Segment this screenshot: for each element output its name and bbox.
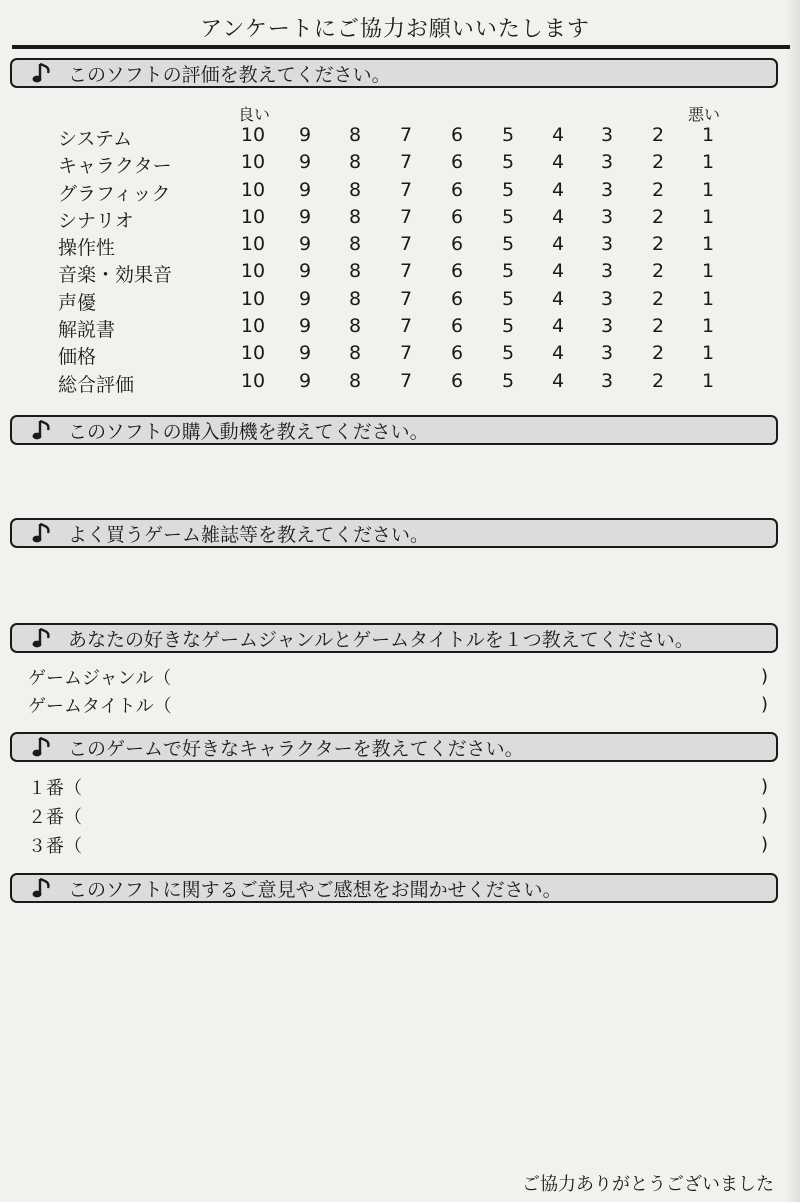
- rating-score-option[interactable]: 9: [298, 342, 312, 365]
- rating-score-option[interactable]: 4: [551, 124, 565, 146]
- rating-score-option[interactable]: 6: [450, 151, 464, 174]
- rating-score-option[interactable]: 6: [450, 287, 464, 310]
- rating-score-option[interactable]: 5: [501, 260, 515, 283]
- rating-score-option[interactable]: 8: [348, 233, 362, 256]
- rating-score-option[interactable]: 1: [701, 205, 715, 228]
- rating-score-option[interactable]: 3: [600, 260, 614, 283]
- rating-score-option[interactable]: 8: [348, 315, 362, 338]
- rating-item-label: 価格: [58, 346, 97, 369]
- section-header-favorite: [10, 623, 778, 653]
- rating-score-option[interactable]: 3: [600, 287, 614, 310]
- rating-score-option[interactable]: 1: [701, 178, 715, 201]
- rating-score-option[interactable]: 10: [240, 315, 266, 338]
- rating-score-option[interactable]: 9: [298, 287, 312, 310]
- rating-score-option[interactable]: 2: [651, 369, 665, 392]
- section-title: このゲームで好きなキャラクターを教えてください。: [68, 737, 524, 760]
- rating-score-option[interactable]: 3: [600, 178, 614, 201]
- rating-score-option[interactable]: 10: [240, 178, 266, 201]
- rating-score-option[interactable]: 4: [551, 342, 565, 365]
- rating-score-option[interactable]: 9: [298, 315, 312, 338]
- rating-score-option[interactable]: 5: [501, 315, 515, 338]
- rating-score-option[interactable]: 3: [600, 233, 614, 256]
- rating-score-option[interactable]: 9: [298, 178, 312, 201]
- rating-row: [0, 202, 800, 232]
- rating-score-option[interactable]: 8: [348, 178, 362, 201]
- rating-score-option[interactable]: 5: [501, 151, 515, 174]
- rating-score-option[interactable]: 6: [450, 178, 464, 201]
- rating-score-option[interactable]: 9: [298, 151, 312, 174]
- rating-score-option[interactable]: 10: [240, 233, 266, 256]
- rating-row: [0, 175, 800, 205]
- rating-score-option[interactable]: 7: [399, 124, 413, 146]
- music-note-icon: [26, 734, 60, 760]
- rating-row: [0, 229, 800, 260]
- character-1-field[interactable]: [28, 774, 768, 800]
- rating-score-option[interactable]: 4: [551, 151, 565, 174]
- rating-score-option[interactable]: 6: [450, 315, 464, 338]
- page-title: アンケートにご協力お願いいたします: [200, 17, 590, 42]
- rating-score-option[interactable]: 9: [298, 369, 312, 392]
- rating-score-option[interactable]: 9: [298, 233, 312, 256]
- genre-label: ゲームジャンル（: [28, 668, 172, 689]
- rating-item-label: シナリオ: [58, 209, 134, 232]
- rating-score-option[interactable]: 6: [450, 369, 464, 392]
- rating-score-option[interactable]: 4: [551, 233, 565, 256]
- rating-score-option[interactable]: 1: [701, 124, 715, 146]
- section-title: このソフトの評価を教えてください。: [68, 63, 391, 86]
- rating-score-option[interactable]: 2: [651, 178, 665, 201]
- rating-score-option[interactable]: 9: [298, 205, 312, 228]
- rating-score-option[interactable]: 5: [501, 124, 515, 146]
- rating-score-option[interactable]: 2: [651, 233, 665, 256]
- rating-table: [0, 120, 800, 396]
- rating-score-option[interactable]: 1: [701, 233, 715, 256]
- close-paren: ): [760, 666, 768, 687]
- rating-item-label: 音楽・効果音: [58, 264, 173, 287]
- rating-score-option[interactable]: 7: [399, 260, 413, 283]
- rating-row: [0, 120, 800, 150]
- rating-score-option[interactable]: 8: [348, 287, 362, 310]
- rating-score-option[interactable]: 4: [551, 369, 565, 392]
- section-title: よく買うゲーム雑誌等を教えてください。: [68, 523, 430, 546]
- section-title: このソフトの購入動機を教えてください。: [68, 420, 429, 443]
- rating-score-option[interactable]: 5: [501, 178, 515, 201]
- rating-score-option[interactable]: 2: [651, 205, 665, 228]
- rating-score-option[interactable]: 10: [240, 260, 266, 283]
- rating-score-option[interactable]: 4: [551, 287, 565, 310]
- music-note-icon: [26, 625, 60, 651]
- scale-good-label: 良い: [238, 105, 271, 124]
- character-2-field[interactable]: [28, 803, 768, 829]
- rating-score-option[interactable]: 7: [399, 178, 413, 201]
- rating-score-option[interactable]: 1: [701, 287, 715, 310]
- rating-score-option[interactable]: 7: [399, 315, 413, 338]
- music-note-icon: [26, 60, 60, 86]
- rating-row: [0, 256, 800, 287]
- scale-bad-label: 悪い: [688, 105, 721, 124]
- rating-score-option[interactable]: 8: [348, 342, 362, 365]
- rating-score-option[interactable]: 3: [600, 369, 614, 392]
- rating-score-option[interactable]: 5: [501, 205, 515, 228]
- rating-score-option[interactable]: 7: [399, 205, 413, 228]
- music-note-icon: [26, 417, 60, 443]
- rating-score-option[interactable]: 2: [651, 124, 665, 146]
- page-edge-shadow: [786, 0, 800, 1202]
- rating-score-option[interactable]: 10: [240, 369, 266, 392]
- rating-row: [0, 147, 800, 178]
- rating-row: [0, 366, 800, 396]
- rating-score-option[interactable]: 4: [551, 315, 565, 338]
- rating-score-option[interactable]: 6: [450, 205, 464, 228]
- rating-score-option[interactable]: 1: [701, 369, 715, 392]
- rating-score-option[interactable]: 8: [348, 260, 362, 283]
- rating-score-option[interactable]: 10: [240, 287, 266, 310]
- rating-score-option[interactable]: 3: [600, 205, 614, 228]
- rating-score-option[interactable]: 3: [600, 342, 614, 365]
- rating-score-option[interactable]: 3: [600, 315, 614, 338]
- section-header-magazine: [10, 518, 778, 548]
- rating-item-label: グラフィック: [58, 182, 171, 205]
- rating-score-option[interactable]: 7: [399, 342, 413, 365]
- rating-score-option[interactable]: 1: [701, 151, 715, 174]
- rating-score-option[interactable]: 5: [501, 342, 515, 365]
- rating-item-label: システム: [58, 128, 133, 150]
- rating-row: [0, 284, 800, 314]
- music-note-icon: [26, 520, 60, 546]
- close-paren: ): [760, 694, 768, 715]
- section-header-rating: [10, 58, 778, 88]
- close-paren: ): [760, 776, 768, 797]
- rating-score-option[interactable]: 7: [399, 287, 413, 310]
- character-1-label: １番（: [28, 778, 82, 799]
- rating-item-label: 総合評価: [58, 373, 135, 396]
- rating-score-option[interactable]: 10: [240, 151, 266, 174]
- rating-score-option[interactable]: 3: [600, 151, 614, 174]
- rating-score-option[interactable]: 5: [501, 287, 515, 310]
- rating-score-option[interactable]: 7: [399, 151, 413, 174]
- rating-item-label: 声優: [58, 291, 97, 314]
- rating-score-option[interactable]: 2: [651, 342, 665, 365]
- title-field[interactable]: [28, 692, 768, 718]
- section-header-character: [10, 732, 778, 762]
- rating-score-option[interactable]: 10: [240, 124, 266, 146]
- rating-score-option[interactable]: 2: [651, 151, 665, 174]
- rating-score-option[interactable]: 2: [651, 315, 665, 338]
- rating-row: [0, 338, 800, 369]
- rating-score-option[interactable]: 7: [399, 233, 413, 256]
- genre-field[interactable]: [28, 664, 768, 690]
- rating-score-option[interactable]: 8: [348, 369, 362, 392]
- rating-score-option[interactable]: 10: [240, 342, 266, 365]
- closing-message: ご協力ありがとうございました: [522, 1174, 774, 1195]
- close-paren: ): [760, 834, 768, 855]
- rating-score-option[interactable]: 6: [450, 260, 464, 283]
- rating-item-label: キャラクター: [58, 155, 172, 178]
- rating-score-option[interactable]: 3: [600, 124, 614, 146]
- section-title: このソフトに関するご意見やご感想をお聞かせください。: [68, 878, 562, 901]
- section-title: あなたの好きなゲームジャンルとゲームタイトルを１つ教えてください。: [68, 628, 694, 651]
- rating-score-option[interactable]: 7: [399, 369, 413, 392]
- rating-score-option[interactable]: 5: [501, 369, 515, 392]
- rating-item-label: 解説書: [58, 319, 116, 342]
- title-label: ゲームタイトル（: [28, 696, 172, 717]
- rating-score-option[interactable]: 2: [651, 260, 665, 283]
- section-header-motive: [10, 415, 778, 445]
- rating-score-option[interactable]: 8: [348, 124, 362, 146]
- character-2-label: ２番（: [28, 807, 82, 828]
- rating-score-option[interactable]: 6: [450, 233, 464, 256]
- rating-score-option[interactable]: 8: [348, 205, 362, 228]
- rating-score-option[interactable]: 1: [701, 315, 715, 338]
- title-divider: [12, 45, 790, 49]
- rating-score-option[interactable]: 2: [651, 287, 665, 310]
- rating-score-option[interactable]: 9: [298, 260, 312, 283]
- character-3-field[interactable]: [28, 832, 768, 858]
- character-3-label: ３番（: [28, 836, 82, 857]
- rating-score-option[interactable]: 5: [501, 233, 515, 256]
- rating-score-option[interactable]: 6: [450, 124, 464, 146]
- rating-score-option[interactable]: 4: [551, 205, 565, 228]
- rating-score-option[interactable]: 1: [701, 342, 715, 365]
- rating-score-option[interactable]: 9: [298, 124, 312, 146]
- section-header-opinion: [10, 873, 778, 903]
- rating-item-label: 操作性: [58, 237, 116, 260]
- rating-row: [0, 311, 800, 342]
- rating-score-option[interactable]: 4: [551, 178, 565, 201]
- rating-score-option[interactable]: 1: [701, 260, 715, 283]
- music-note-icon: [26, 875, 60, 901]
- rating-score-option[interactable]: 8: [348, 151, 362, 174]
- close-paren: ): [760, 805, 768, 826]
- rating-score-option[interactable]: 4: [551, 260, 565, 283]
- rating-score-option[interactable]: 10: [240, 205, 266, 228]
- rating-score-option[interactable]: 6: [450, 342, 464, 365]
